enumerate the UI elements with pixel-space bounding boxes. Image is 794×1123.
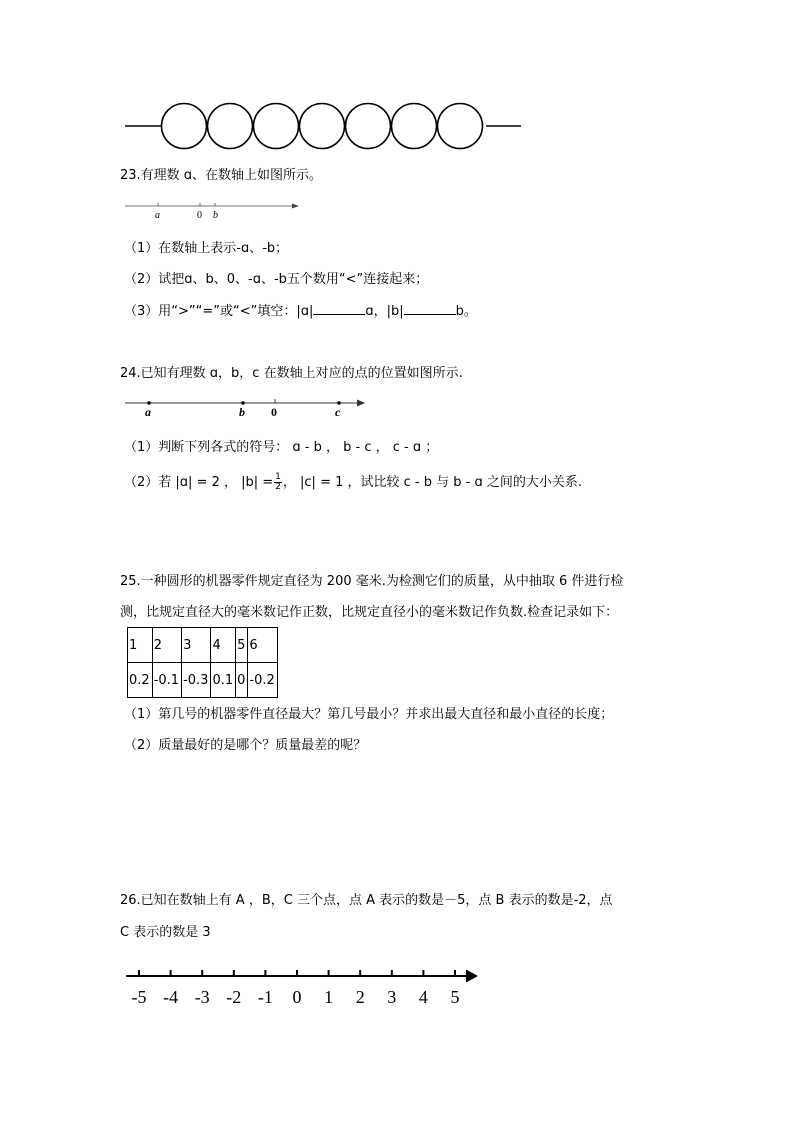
q23-part2: （2）试把ɑ、b、0、-ɑ、-b五个数用“<”连接起来； (124, 272, 429, 287)
table-cell: 5 (236, 628, 248, 663)
axis-tick-label: 4 (418, 987, 428, 1007)
label-c: c (335, 405, 341, 419)
q25-line1: 25.一种圆形的机器零件规定直径为 200 毫米.为检测它们的质量，从中抽取 6 件进行检 (120, 574, 624, 589)
table-cell: 0.1 (211, 663, 236, 698)
q24-part2-b: ， |c| = 1 ，试比较 c - b 与 b - ɑ 之间的大小关系. (282, 475, 582, 490)
table-cell: 4 (211, 628, 236, 663)
figure-circle (208, 104, 253, 149)
figure-circle (346, 104, 391, 149)
table-cell: -0.2 (248, 663, 277, 698)
label-a: a (155, 210, 160, 221)
q24-part2 (124, 473, 582, 492)
figure-circle (392, 104, 437, 149)
q24-number-line (122, 394, 372, 420)
figure-circle (254, 104, 299, 149)
q23-part3-end: b。 (455, 304, 477, 319)
q23-title: 23.有理数 ɑ、在数轴上如图所示。 (120, 168, 323, 183)
answer-blank[interactable] (404, 302, 456, 315)
label-b: b (213, 210, 218, 221)
table-cell: 1 (128, 628, 153, 663)
label-zero: 0 (197, 210, 202, 221)
q23-part3 (124, 302, 477, 321)
table-cell: -0.1 (152, 663, 181, 698)
figure-circle (162, 104, 207, 149)
axis-arrow (466, 970, 478, 983)
axis-tick-label: 1 (324, 987, 334, 1007)
table-cell: 0.2 (128, 663, 153, 698)
figure-circle (438, 104, 483, 149)
axis-arrow (357, 400, 365, 407)
q26-number-line (122, 960, 488, 1012)
table-row-numbers (128, 628, 278, 663)
axis-tick-label: -3 (194, 987, 210, 1007)
answer-blank[interactable] (313, 302, 365, 315)
q25-line2: 测，比规定直径大的毫米数记作正数，比规定直径小的毫米数记作负数.检查记录如下： (120, 605, 619, 620)
q26-line1: 26.已知在数轴上有 A ，B，C 三个点，点 A 表示的数是－5，点 B 表示的数是-2，点 (120, 893, 613, 908)
axis-tick-label: -4 (163, 987, 179, 1007)
q25-part2: （2）质量最好的是哪个？质量最差的呢？ (124, 738, 367, 753)
axis-tick-label: -2 (226, 987, 242, 1007)
table-cell: 3 (182, 628, 211, 663)
q23-part3-prefix: （3）用“>”“=”或“<”填空：|ɑ| (124, 304, 314, 319)
axis-tick-label: 3 (387, 987, 397, 1007)
table-cell: 0 (236, 663, 248, 698)
table-cell: 6 (248, 628, 277, 663)
q23-part3-mid: ɑ，|b| (365, 304, 404, 319)
q23-part1: （1）在数轴上表示-ɑ、-b； (124, 241, 289, 256)
table-row-values (128, 663, 278, 698)
label-b: b (239, 405, 245, 419)
figure-circle (300, 104, 345, 149)
q24-part1: （1）判断下列各式的符号： ɑ - b ， b - c ， c - ɑ ； (124, 440, 439, 455)
fraction-one-half (274, 473, 282, 492)
q24-part2-a: （2）若 |ɑ| = 2 ， |b| = (124, 475, 274, 490)
axis-tick-label: -1 (257, 987, 273, 1007)
axis-tick-label: -5 (131, 987, 147, 1007)
fraction-numerator: 1 (275, 472, 281, 482)
axis-arrow (292, 204, 299, 209)
table-cell: 2 (152, 628, 181, 663)
circles-figure (120, 100, 530, 156)
fraction-denominator: 2 (275, 482, 281, 492)
table-cell: -0.3 (182, 663, 211, 698)
q24-title: 24.已知有理数 ɑ，b，c 在数轴上对应的点的位置如图所示. (120, 366, 463, 381)
label-zero: 0 (271, 405, 277, 419)
q25-part1: （1）第几号的机器零件直径最大？第几号最小？并求出最大直径和最小直径的长度； (124, 707, 614, 722)
axis-tick-label: 2 (355, 987, 365, 1007)
axis-tick-label: 0 (292, 987, 302, 1007)
inspection-record-table (127, 627, 278, 698)
label-a: a (145, 405, 151, 419)
q26-line2: C 表示的数是 3 (120, 925, 211, 940)
q23-number-line (122, 198, 304, 222)
axis-tick-label: 5 (450, 987, 460, 1007)
